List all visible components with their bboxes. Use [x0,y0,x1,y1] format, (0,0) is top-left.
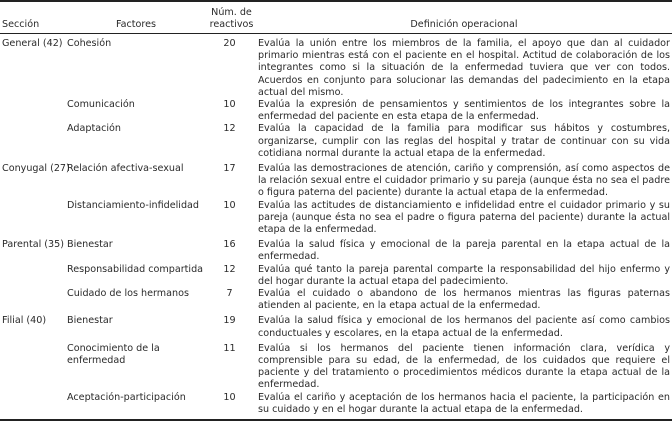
cell-num: 19 [223,315,236,327]
cell-num: 12 [223,123,236,135]
cell-definition: Evalúa las actitudes de distanciamiento e infidelidad entre el cuidador primario y su pareja (aunque ésta no sea el padre o figura paterna del paciente) durante la actual etapa de la enfermedad. [258,199,670,236]
header-factors: Factores [65,1,207,34]
table-header [0,1,672,34]
cell-section [0,264,65,288]
table-row [0,34,672,100]
table-row [0,288,672,312]
cell-factor: Comunicación [67,99,135,111]
cell-section [0,288,65,312]
table-row [0,340,672,392]
cell-factor: Bienestar [67,315,113,327]
table-row [0,392,672,420]
cell-definition: Evalúa las demostraciones de atención, cariño y comprensión, así como aspectos de la relación sexual entre el cuidador primario y su pareja (aunque ésta no sea el padre o figura paterna del paciente) durante la actual etapa de la enfermedad. [258,163,670,199]
cell-num: 7 [226,288,233,300]
cell-section: Filial (40) [2,315,47,327]
cell-definition: Evalúa si los hermanos del paciente tienen información clara, verídica y comprensible para su edad, de la enfermedad, de los cuidados que requiere el paciente y del tratamiento o procedimientos médicos durante la etapa actual de la enfermedad. [258,342,670,391]
cell-factor: Responsabilidad compartida [67,263,204,275]
cell-section: Parental (35) [2,239,64,251]
cell-factor: Conocimiento de la enfermedad [67,342,160,367]
cell-definition: Evalúa el cuidado o abandono de los hermanos mientras las figuras paternas atienden al paciente, en la etapa actual de la enfermedad. [258,288,670,312]
table-row [0,160,672,200]
cell-factor: Aceptación-participación [67,391,186,403]
cell-definition: Evalúa el cariño y aceptación de los hermanos hacia el paciente, la participación en su cuidado y en el hogar durante la actual etapa de la enfermedad. [258,391,670,415]
table-row [0,123,672,160]
cell-factor: Bienestar [67,239,113,251]
cell-num: 11 [223,342,236,354]
cell-definition: Evalúa la expresión de pensamientos y sentimientos de los integrantes sobre la enfermedad del paciente en esta etapa de la enfermedad. [258,99,670,123]
table-row [0,236,672,263]
cell-num: 16 [223,239,236,251]
table-row [0,200,672,237]
header-num-items: Núm. de reactivos [207,1,256,34]
cell-section [0,200,65,237]
cell-section [0,99,65,123]
cell-num: 17 [223,163,236,175]
table-row [0,264,672,288]
cell-section [0,392,65,420]
cell-section: Conyugal (27) [2,163,70,175]
cell-definition: Evalúa la salud física y emocional de la pareja parental en la etapa actual de la enfermedad. [258,239,670,263]
cell-definition: Evalúa la salud física y emocional de los hermanos del paciente así como cambios conductuales y escolares, en la etapa actual de la enfermedad. [258,315,670,339]
cell-factor: Relación afectiva-sexual [67,163,184,175]
cell-num: 10 [223,391,236,403]
cell-definition: Evalúa qué tanto la pareja parental comparte la responsabilidad del hijo enfermo y del hogar durante la actual etapa del padecimiento. [258,263,670,287]
table-body [0,34,672,421]
cell-num: 20 [223,38,236,49]
cell-section [0,123,65,160]
cell-factor: Distanciamiento-infidelidad [67,199,200,211]
cell-definition: Evalúa la capacidad de la familia para modificar sus hábitos y costumbres, organizarse, cumplir con las reglas del hospital y tratar de continuar con su vida cotidiana normal durante la actual etapa de la enfermedad. [258,123,670,159]
cell-section [0,340,65,392]
header-definition: Definición operacional [256,1,672,34]
cell-num: 12 [223,263,236,275]
cell-definition: Evalúa la unión entre los miembros de la familia, el apoyo que dan al cuidador primario mientras está con el paciente en el hospital. Actitud de colaboración de los integrantes como si la situación de la enfermedad tuviera que ver con todos. Acuerdos en conjunto para solucionar las demandas del padecimiento en la etapa actual del mismo. [258,38,670,98]
cell-factor: Cuidado de los hermanos [67,288,189,300]
cell-section: General (42) [2,38,63,49]
cell-num: 10 [223,99,236,111]
table-row [0,99,672,123]
cell-factor: Adaptación [67,123,121,135]
cell-factor: Cohesión [67,38,112,49]
cell-num: 10 [223,199,236,211]
table-row [0,312,672,339]
header-section: Sección [0,1,65,34]
